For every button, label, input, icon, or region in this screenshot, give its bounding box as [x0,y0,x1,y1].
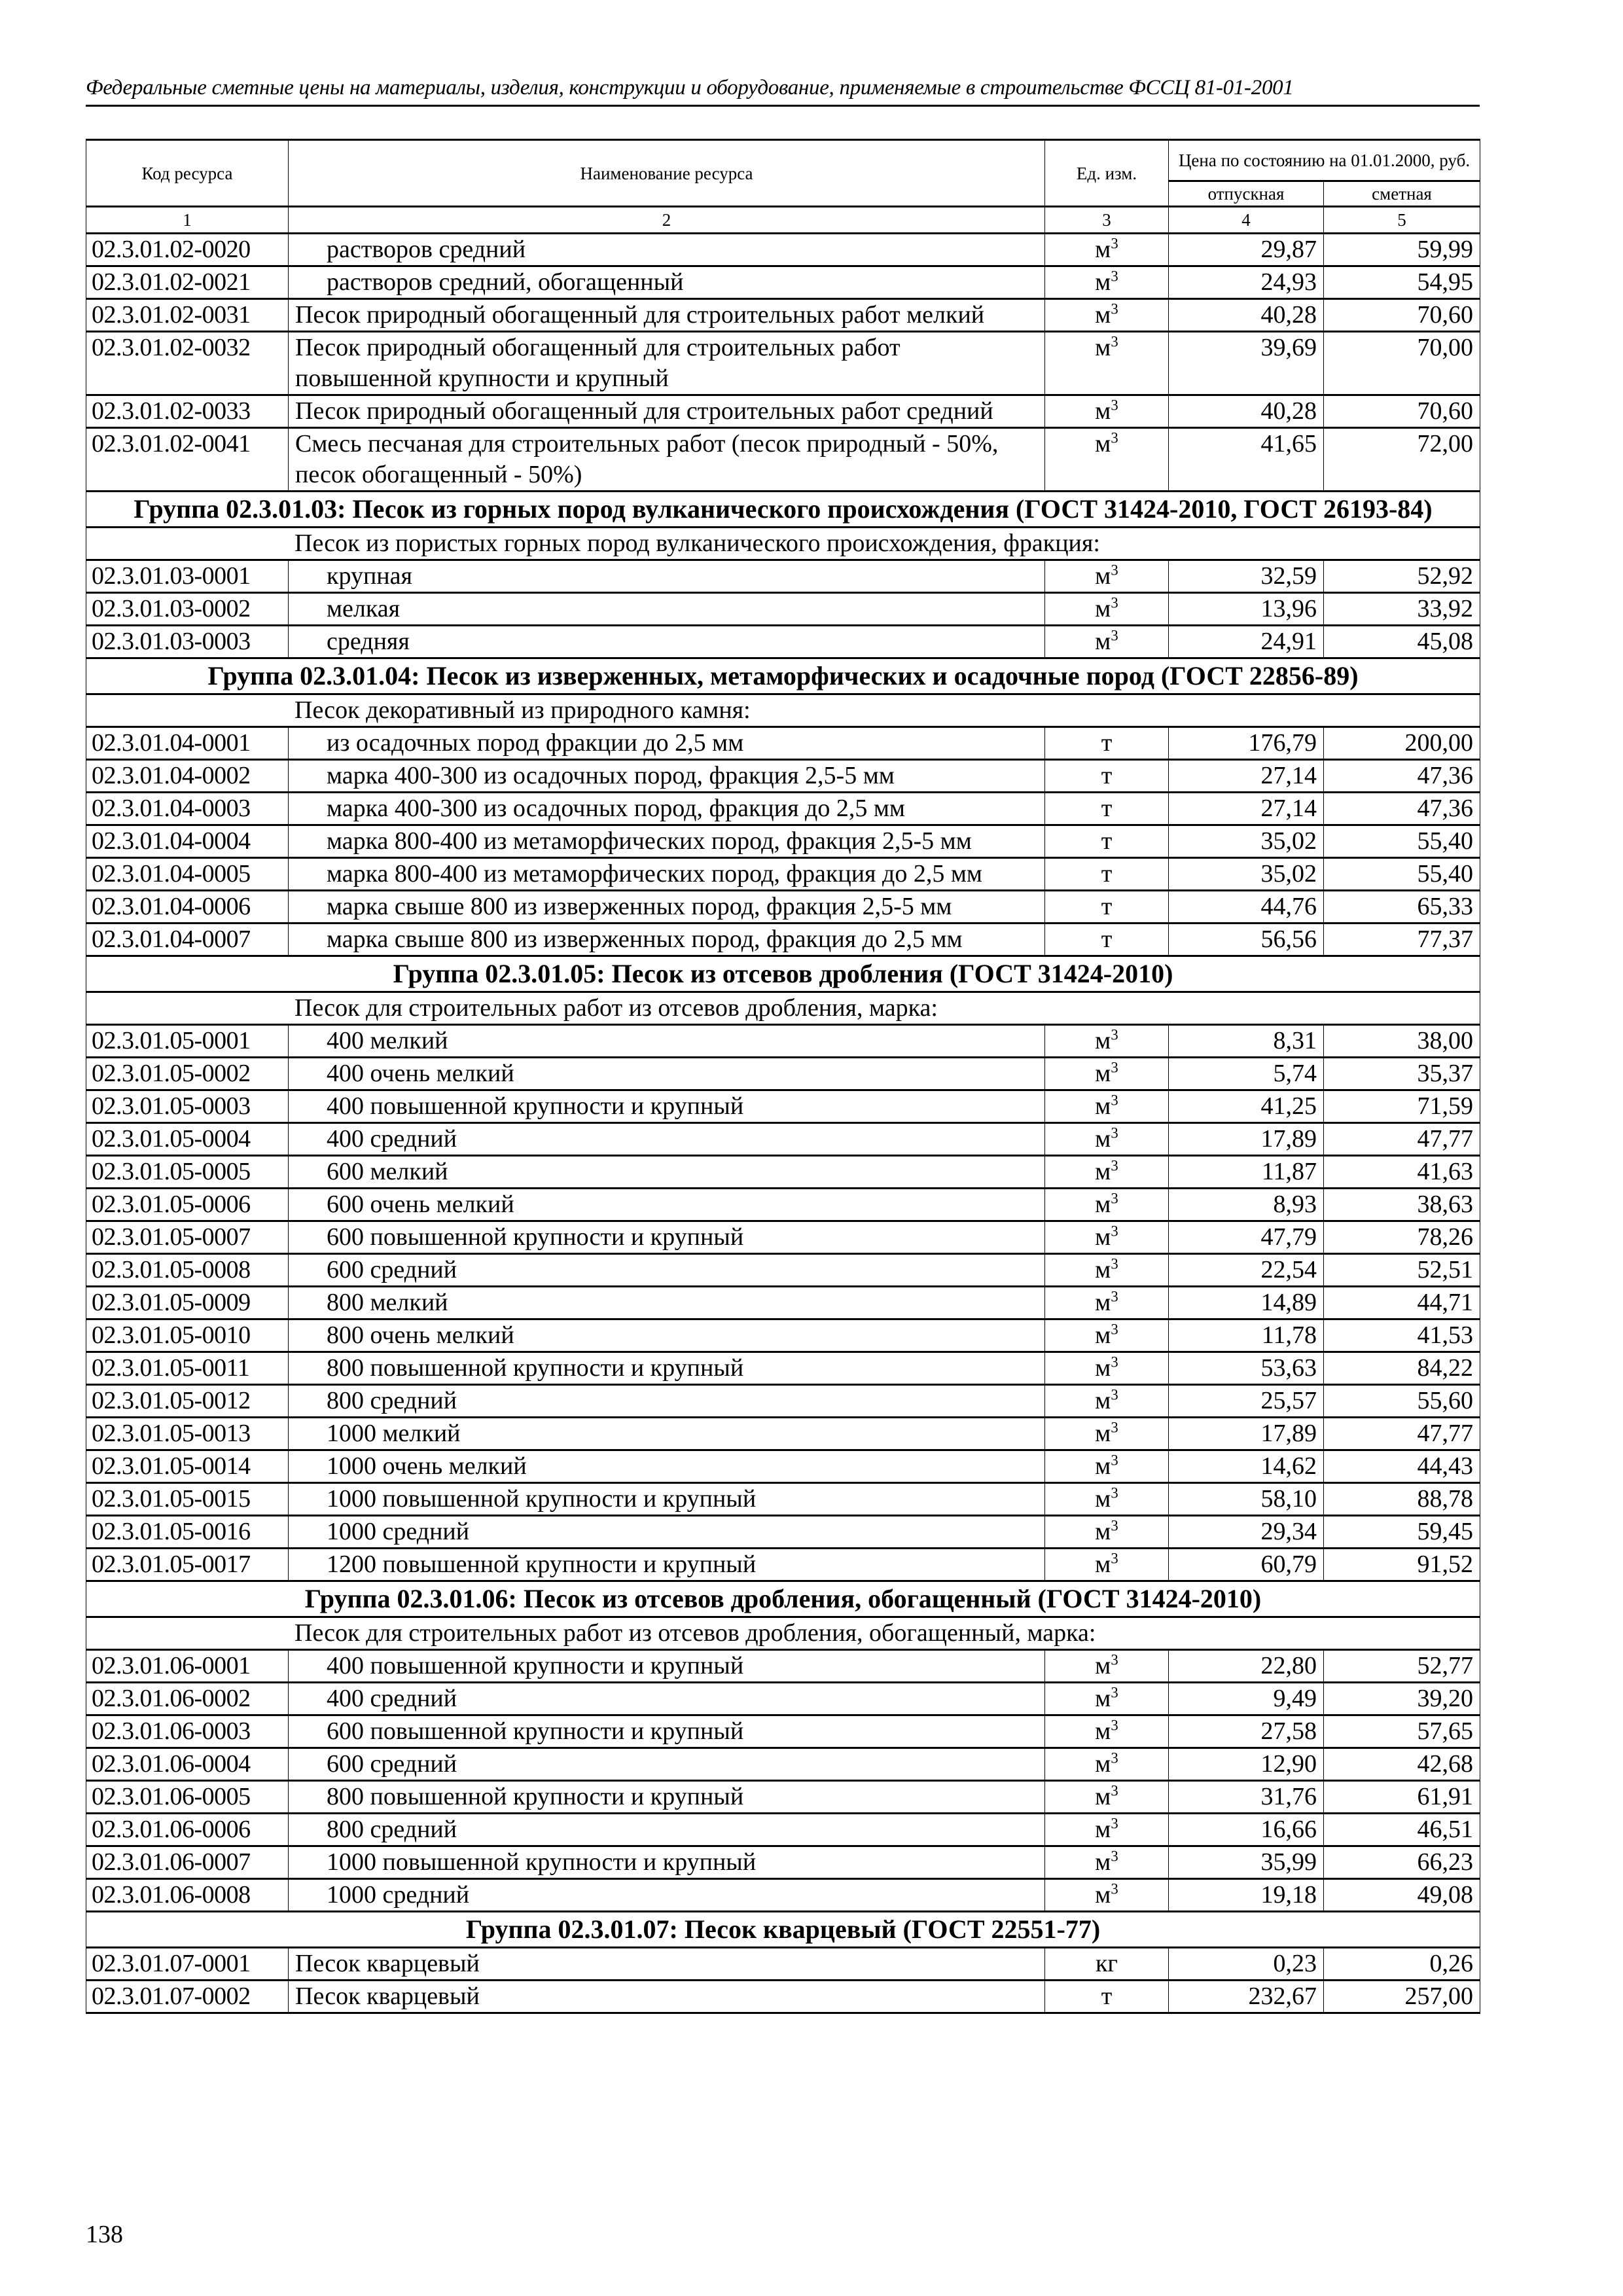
estimate-price: 72,00 [1324,428,1480,492]
release-price: 29,34 [1169,1516,1324,1549]
release-price: 35,02 [1169,825,1324,858]
resource-name: крупная [289,560,1045,593]
unit-of-measure: т [1045,793,1169,825]
resource-name: 800 повышенной крупности и крупный [289,1352,1045,1385]
release-price: 176,79 [1169,727,1324,760]
estimate-price: 47,36 [1324,760,1480,793]
estimate-price: 42,68 [1324,1748,1480,1781]
unit-of-measure: $м^3$ [1045,1254,1169,1287]
release-price: 22,54 [1169,1254,1324,1287]
resource-name: 600 повышенной крупности и крупный [289,1715,1045,1748]
resource-name: 800 мелкий [289,1287,1045,1319]
release-price: 32,59 [1169,560,1324,593]
unit-of-measure: т [1045,1981,1169,2013]
table-row [86,1450,1480,1483]
table-row [86,1254,1480,1287]
estimate-price: 55,40 [1324,825,1480,858]
table-row [86,1221,1480,1254]
table-row [86,395,1480,428]
column-number: 2 [289,207,1045,234]
estimate-price: 33,92 [1324,593,1480,626]
unit-of-measure: $м^3$ [1045,1352,1169,1385]
resource-code: 02.3.01.05-0017 [86,1549,289,1581]
release-price: 41,25 [1169,1090,1324,1123]
resource-name: 400 средний [289,1123,1045,1156]
release-price: 22,80 [1169,1650,1324,1683]
release-price: 11,87 [1169,1156,1324,1189]
unit-of-measure: $м^3$ [1045,299,1169,332]
resource-name: 800 средний [289,1814,1045,1846]
table-row [86,924,1480,956]
unit-of-measure: т [1045,891,1169,924]
resource-code: 02.3.01.04-0005 [86,858,289,891]
column-number: 1 [86,207,289,234]
estimate-price: 39,20 [1324,1683,1480,1715]
estimate-price: 91,52 [1324,1549,1480,1581]
group-subheading: Песок из пористых горных пород вулканического происхождения, фракция: [86,528,1480,560]
table-row [86,299,1480,332]
table-row [86,1189,1480,1221]
table-row [86,1650,1480,1683]
table-row [86,1846,1480,1879]
resource-name: Песок природный обогащенный для строительных работ мелкий [289,299,1045,332]
resource-name: марка 400-300 из осадочных пород, фракция 2,5-5 мм [289,760,1045,793]
unit-of-measure: т [1045,727,1169,760]
estimate-price: 38,63 [1324,1189,1480,1221]
release-price: 24,93 [1169,266,1324,299]
resource-code: 02.3.01.06-0002 [86,1683,289,1715]
header-name: Наименование ресурса [289,140,1045,207]
column-number: 4 [1169,207,1324,234]
estimate-price: 61,91 [1324,1781,1480,1814]
release-price: 39,69 [1169,332,1324,395]
release-price: 27,14 [1169,760,1324,793]
group-row [86,658,1480,694]
resource-code: 02.3.01.07-0001 [86,1948,289,1981]
price-table [86,139,1480,2014]
resource-name: 1000 очень мелкий [289,1450,1045,1483]
unit-of-measure: $м^3$ [1045,560,1169,593]
unit-of-measure: кг [1045,1948,1169,1981]
unit-of-measure: $м^3$ [1045,593,1169,626]
resource-code: 02.3.01.04-0003 [86,793,289,825]
unit-of-measure: $м^3$ [1045,1058,1169,1090]
unit-of-measure: $м^3$ [1045,1650,1169,1683]
unit-of-measure: $м^3$ [1045,626,1169,658]
release-price: 60,79 [1169,1549,1324,1581]
estimate-price: 52,77 [1324,1650,1480,1683]
resource-code: 02.3.01.02-0032 [86,332,289,395]
release-price: 27,58 [1169,1715,1324,1748]
unit-of-measure: $м^3$ [1045,1025,1169,1058]
resource-name: Песок кварцевый [289,1981,1045,2013]
resource-code: 02.3.01.05-0002 [86,1058,289,1090]
estimate-price: 70,60 [1324,299,1480,332]
resource-name: растворов средний, обогащенный [289,266,1045,299]
unit-of-measure: $м^3$ [1045,1516,1169,1549]
resource-name: 1000 повышенной крупности и крупный [289,1483,1045,1516]
resource-name: из осадочных пород фракции до 2,5 мм [289,727,1045,760]
resource-code: 02.3.01.06-0007 [86,1846,289,1879]
estimate-price: 47,77 [1324,1123,1480,1156]
resource-code: 02.3.01.02-0031 [86,299,289,332]
resource-code: 02.3.01.03-0002 [86,593,289,626]
estimate-price: 65,33 [1324,891,1480,924]
estimate-price: 55,60 [1324,1385,1480,1418]
unit-of-measure: $м^3$ [1045,266,1169,299]
estimate-price: 41,53 [1324,1319,1480,1352]
table-row [86,1123,1480,1156]
resource-code: 02.3.01.05-0001 [86,1025,289,1058]
header-code: Код ресурса [86,140,289,207]
table-row [86,1748,1480,1781]
resource-name: 600 повышенной крупности и крупный [289,1221,1045,1254]
table-row [86,1715,1480,1748]
resource-code: 02.3.01.06-0005 [86,1781,289,1814]
unit-of-measure: $м^3$ [1045,1385,1169,1418]
release-price: 27,14 [1169,793,1324,825]
unit-of-measure: т [1045,924,1169,956]
release-price: 25,57 [1169,1385,1324,1418]
resource-code: 02.3.01.04-0006 [86,891,289,924]
estimate-price: 59,45 [1324,1516,1480,1549]
release-price: 17,89 [1169,1123,1324,1156]
estimate-price: 55,40 [1324,858,1480,891]
release-price: 8,93 [1169,1189,1324,1221]
resource-code: 02.3.01.05-0008 [86,1254,289,1287]
unit-of-measure: $м^3$ [1045,1418,1169,1450]
unit-of-measure: $м^3$ [1045,332,1169,395]
unit-of-measure: $м^3$ [1045,234,1169,266]
unit-of-measure: $м^3$ [1045,1748,1169,1781]
estimate-price: 49,08 [1324,1879,1480,1912]
table-row [86,1319,1480,1352]
release-price: 47,79 [1169,1221,1324,1254]
table-row [86,1418,1480,1450]
subheading-row [86,694,1480,727]
table-row [86,593,1480,626]
resource-name: Песок природный обогащенный для строительных работ повышенной крупности и крупный [289,332,1045,395]
release-price: 53,63 [1169,1352,1324,1385]
resource-name: марка 400-300 из осадочных пород, фракция до 2,5 мм [289,793,1045,825]
estimate-price: 57,65 [1324,1715,1480,1748]
resource-code: 02.3.01.02-0021 [86,266,289,299]
resource-code: 02.3.01.05-0004 [86,1123,289,1156]
table-row [86,1948,1480,1981]
resource-name: растворов средний [289,234,1045,266]
release-price: 14,62 [1169,1450,1324,1483]
resource-name: мелкая [289,593,1045,626]
release-price: 9,49 [1169,1683,1324,1715]
estimate-price: 45,08 [1324,626,1480,658]
resource-code: 02.3.01.05-0015 [86,1483,289,1516]
table-row [86,727,1480,760]
group-subheading: Песок для строительных работ из отсевов дробления, обогащенный, марка: [86,1617,1480,1650]
column-number: 5 [1324,207,1480,234]
estimate-price: 0,26 [1324,1948,1480,1981]
unit-of-measure: $м^3$ [1045,395,1169,428]
estimate-price: 84,22 [1324,1352,1480,1385]
table-row [86,858,1480,891]
release-price: 19,18 [1169,1879,1324,1912]
group-row [86,492,1480,528]
group-row [86,956,1480,992]
resource-code: 02.3.01.06-0006 [86,1814,289,1846]
release-price: 12,90 [1169,1748,1324,1781]
table-row [86,1879,1480,1912]
group-title: Группа 02.3.01.06: Песок из отсевов дробления, обогащенный (ГОСТ 31424-2010) [86,1581,1480,1617]
resource-code: 02.3.01.05-0005 [86,1156,289,1189]
estimate-price: 59,99 [1324,234,1480,266]
table-row [86,234,1480,266]
release-price: 11,78 [1169,1319,1324,1352]
resource-code: 02.3.01.04-0007 [86,924,289,956]
resource-code: 02.3.01.07-0002 [86,1981,289,2013]
resource-name: 400 мелкий [289,1025,1045,1058]
resource-code: 02.3.01.05-0016 [86,1516,289,1549]
release-price: 40,28 [1169,395,1324,428]
release-price: 232,67 [1169,1981,1324,2013]
unit-of-measure: $м^3$ [1045,1483,1169,1516]
group-title: Группа 02.3.01.05: Песок из отсевов дробления (ГОСТ 31424-2010) [86,956,1480,992]
resource-name: 1200 повышенной крупности и крупный [289,1549,1045,1581]
release-price: 5,74 [1169,1058,1324,1090]
estimate-price: 88,78 [1324,1483,1480,1516]
table-row [86,1025,1480,1058]
resource-name: 800 очень мелкий [289,1319,1045,1352]
resource-name: 600 средний [289,1254,1045,1287]
release-price: 44,76 [1169,891,1324,924]
estimate-price: 66,23 [1324,1846,1480,1879]
estimate-price: 44,71 [1324,1287,1480,1319]
resource-code: 02.3.01.03-0003 [86,626,289,658]
release-price: 35,02 [1169,858,1324,891]
table-row [86,560,1480,593]
header-release-price: отпускная [1169,181,1324,207]
resource-code: 02.3.01.05-0009 [86,1287,289,1319]
unit-of-measure: $м^3$ [1045,1287,1169,1319]
resource-code: 02.3.01.05-0011 [86,1352,289,1385]
table-row [86,626,1480,658]
estimate-price: 257,00 [1324,1981,1480,2013]
unit-of-measure: $м^3$ [1045,1683,1169,1715]
resource-name: 1000 средний [289,1516,1045,1549]
unit-of-measure: т [1045,858,1169,891]
release-price: 40,28 [1169,299,1324,332]
unit-of-measure: $м^3$ [1045,1781,1169,1814]
resource-name: марка 800-400 из метаморфических пород, фракция до 2,5 мм [289,858,1045,891]
estimate-price: 35,37 [1324,1058,1480,1090]
group-title: Группа 02.3.01.03: Песок из горных пород вулканического происхождения (ГОСТ 31424-2010, ГОСТ 26193-84) [86,492,1480,528]
group-title: Группа 02.3.01.07: Песок кварцевый (ГОСТ 22551-77) [86,1912,1480,1948]
column-number: 3 [1045,207,1169,234]
table-row [86,1483,1480,1516]
group-row [86,1912,1480,1948]
estimate-price: 78,26 [1324,1221,1480,1254]
table-body [86,234,1480,2013]
release-price: 29,87 [1169,234,1324,266]
table-row [86,1683,1480,1715]
release-price: 0,23 [1169,1948,1324,1981]
resource-code: 02.3.01.05-0003 [86,1090,289,1123]
unit-of-measure: $м^3$ [1045,1846,1169,1879]
unit-of-measure: $м^3$ [1045,1090,1169,1123]
estimate-price: 70,00 [1324,332,1480,395]
header-estimate-price: сметная [1324,181,1480,207]
unit-of-measure: $м^3$ [1045,428,1169,492]
unit-of-measure: $м^3$ [1045,1879,1169,1912]
group-subheading: Песок декоративный из природного камня: [86,694,1480,727]
resource-code: 02.3.01.06-0004 [86,1748,289,1781]
resource-name: Песок кварцевый [289,1948,1045,1981]
resource-code: 02.3.01.04-0001 [86,727,289,760]
unit-of-measure: т [1045,825,1169,858]
estimate-price: 38,00 [1324,1025,1480,1058]
release-price: 16,66 [1169,1814,1324,1846]
resource-code: 02.3.01.06-0008 [86,1879,289,1912]
resource-name: 400 повышенной крупности и крупный [289,1090,1045,1123]
resource-code: 02.3.01.02-0020 [86,234,289,266]
resource-code: 02.3.01.03-0001 [86,560,289,593]
unit-of-measure: $м^3$ [1045,1549,1169,1581]
resource-code: 02.3.01.05-0012 [86,1385,289,1418]
subheading-row [86,528,1480,560]
table-row [86,1090,1480,1123]
resource-name: 1000 средний [289,1879,1045,1912]
resource-code: 02.3.01.05-0010 [86,1319,289,1352]
resource-name: марка свыше 800 из изверженных пород, фракция до 2,5 мм [289,924,1045,956]
release-price: 17,89 [1169,1418,1324,1450]
table-row [86,1781,1480,1814]
resource-code: 02.3.01.05-0013 [86,1418,289,1450]
estimate-price: 52,92 [1324,560,1480,593]
resource-name: 400 повышенной крупности и крупный [289,1650,1045,1683]
estimate-price: 54,95 [1324,266,1480,299]
resource-code: 02.3.01.02-0033 [86,395,289,428]
resource-name: марка свыше 800 из изверженных пород, фракция 2,5-5 мм [289,891,1045,924]
estimate-price: 44,43 [1324,1450,1480,1483]
estimate-price: 46,51 [1324,1814,1480,1846]
header-unit: Ед. изм. [1045,140,1169,207]
table-row [86,1814,1480,1846]
resource-name: 600 очень мелкий [289,1189,1045,1221]
group-title: Группа 02.3.01.04: Песок из изверженных, метаморфических и осадочные пород (ГОСТ 22856-89) [86,658,1480,694]
resource-name: 400 средний [289,1683,1045,1715]
resource-code: 02.3.01.06-0001 [86,1650,289,1683]
resource-name: 800 средний [289,1385,1045,1418]
group-subheading: Песок для строительных работ из отсевов дробления, марка: [86,992,1480,1025]
unit-of-measure: $м^3$ [1045,1156,1169,1189]
estimate-price: 52,51 [1324,1254,1480,1287]
release-price: 31,76 [1169,1781,1324,1814]
table-row [86,1549,1480,1581]
resource-code: 02.3.01.04-0002 [86,760,289,793]
resource-name: 800 повышенной крупности и крупный [289,1781,1045,1814]
subheading-row [86,1617,1480,1650]
resource-name: 400 очень мелкий [289,1058,1045,1090]
unit-of-measure: $м^3$ [1045,1123,1169,1156]
release-price: 13,96 [1169,593,1324,626]
estimate-price: 41,63 [1324,1156,1480,1189]
estimate-price: 77,37 [1324,924,1480,956]
table-row [86,760,1480,793]
table-row [86,266,1480,299]
resource-name: 600 средний [289,1748,1045,1781]
estimate-price: 200,00 [1324,727,1480,760]
resource-code: 02.3.01.04-0004 [86,825,289,858]
table-row [86,891,1480,924]
resource-name: 1000 мелкий [289,1418,1045,1450]
table-row [86,1352,1480,1385]
resource-code: 02.3.01.05-0014 [86,1450,289,1483]
unit-of-measure: т [1045,760,1169,793]
release-price: 14,89 [1169,1287,1324,1319]
resource-code: 02.3.01.06-0003 [86,1715,289,1748]
resource-name: средняя [289,626,1045,658]
table-row [86,1385,1480,1418]
release-price: 35,99 [1169,1846,1324,1879]
resource-name: 1000 повышенной крупности и крупный [289,1846,1045,1879]
table-row [86,332,1480,395]
resource-code: 02.3.01.05-0006 [86,1189,289,1221]
table-row [86,1156,1480,1189]
table-header [86,140,1480,234]
estimate-price: 71,59 [1324,1090,1480,1123]
table-row [86,428,1480,492]
estimate-price: 70,60 [1324,395,1480,428]
release-price: 41,65 [1169,428,1324,492]
release-price: 58,10 [1169,1483,1324,1516]
release-price: 56,56 [1169,924,1324,956]
unit-of-measure: $м^3$ [1045,1450,1169,1483]
table-row [86,1058,1480,1090]
resource-name: Песок природный обогащенный для строительных работ средний [289,395,1045,428]
release-price: 8,31 [1169,1025,1324,1058]
unit-of-measure: $м^3$ [1045,1814,1169,1846]
subheading-row [86,992,1480,1025]
unit-of-measure: $м^3$ [1045,1221,1169,1254]
unit-of-measure: $м^3$ [1045,1319,1169,1352]
unit-of-measure: $м^3$ [1045,1715,1169,1748]
unit-of-measure: $м^3$ [1045,1189,1169,1221]
resource-name: Смесь песчаная для строительных работ (песок природный - 50%, песок обогащенный - 50%) [289,428,1045,492]
header-price-group: Цена по состоянию на 01.01.2000, руб. [1169,140,1480,181]
table-row [86,793,1480,825]
estimate-price: 47,36 [1324,793,1480,825]
page-number: 138 [86,2221,123,2248]
release-price: 24,91 [1169,626,1324,658]
resource-code: 02.3.01.05-0007 [86,1221,289,1254]
table-row [86,1287,1480,1319]
running-header: Федеральные сметные цены на материалы, изделия, конструкции и оборудование, применяемые в строительстве ФССЦ 81-01-2001 [86,73,1480,107]
estimate-price: 47,77 [1324,1418,1480,1450]
table-row [86,1516,1480,1549]
resource-code: 02.3.01.02-0041 [86,428,289,492]
resource-name: 600 мелкий [289,1156,1045,1189]
group-row [86,1581,1480,1617]
resource-name: марка 800-400 из метаморфических пород, фракция 2,5-5 мм [289,825,1045,858]
table-row [86,1981,1480,2013]
table-row [86,825,1480,858]
